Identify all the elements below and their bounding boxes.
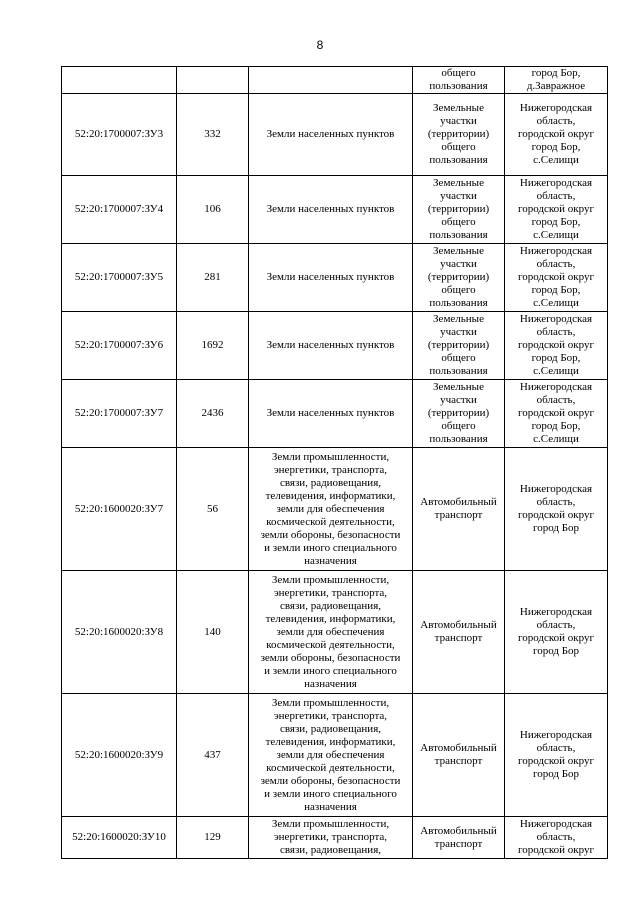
permitted-use-cell: Земельные участки (территории) общего пользования: [413, 94, 505, 176]
area-cell: 332: [177, 94, 249, 176]
location-cell: Нижегородская область, городской округ город Бор: [505, 448, 608, 571]
page-number: 8: [316, 38, 324, 52]
area-cell: 1692: [177, 312, 249, 380]
land-category-cell: Земли населенных пунктов: [249, 94, 413, 176]
table-row: [62, 67, 608, 94]
land-category-cell: Земли населенных пунктов: [249, 244, 413, 312]
permitted-use-cell: Земельные участки (территории) общего пользования: [413, 380, 505, 448]
cadastral-number-cell: 52:20:1700007:ЗУ6: [62, 312, 177, 380]
permitted-use-cell: Земельные участки (территории) общего пользования: [413, 312, 505, 380]
location-cell: Нижегородская область, городской округ: [505, 817, 608, 859]
table-row: [62, 448, 608, 571]
area-cell: 129: [177, 817, 249, 859]
table-row: [62, 694, 608, 817]
table-row: [62, 817, 608, 859]
table-row: [62, 176, 608, 244]
permitted-use-cell: Автомобильный транспорт: [413, 571, 505, 694]
location-cell: город Бор, д.Завражное: [505, 67, 608, 94]
area-cell: 56: [177, 448, 249, 571]
land-plots-table: [61, 66, 608, 859]
table-row: [62, 244, 608, 312]
cadastral-number-cell: [62, 67, 177, 94]
land-category-cell: Земли населенных пунктов: [249, 176, 413, 244]
table-body: [62, 67, 608, 859]
cadastral-number-cell: 52:20:1600020:ЗУ8: [62, 571, 177, 694]
cadastral-number-cell: 52:20:1600020:ЗУ10: [62, 817, 177, 859]
permitted-use-cell: Автомобильный транспорт: [413, 817, 505, 859]
permitted-use-cell: Автомобильный транспорт: [413, 694, 505, 817]
area-cell: 106: [177, 176, 249, 244]
cadastral-number-cell: 52:20:1700007:ЗУ7: [62, 380, 177, 448]
table-row: [62, 380, 608, 448]
location-cell: Нижегородская область, городской округ город Бор, с.Селищи: [505, 244, 608, 312]
land-category-cell: Земли населенных пунктов: [249, 380, 413, 448]
table-row: [62, 312, 608, 380]
area-cell: 2436: [177, 380, 249, 448]
land-category-cell: [249, 67, 413, 94]
location-cell: Нижегородская область, городской округ город Бор: [505, 694, 608, 817]
location-cell: Нижегородская область, городской округ город Бор: [505, 571, 608, 694]
location-cell: Нижегородская область, городской округ город Бор, с.Селищи: [505, 312, 608, 380]
permitted-use-cell: Земельные участки (территории) общего пользования: [413, 176, 505, 244]
permitted-use-cell: Автомобильный транспорт: [413, 448, 505, 571]
land-category-cell: Земли промышленности, энергетики, транспорта, связи, радиовещания, телевидения, информатики, земли для обеспечения космической деятельности, земли обороны, безопасности и земли иного специального назначения: [249, 571, 413, 694]
land-category-cell: Земли промышленности, энергетики, транспорта, связи, радиовещания, телевидения, информатики, земли для обеспечения космической деятельности, земли обороны, безопасности и земли иного специального назначения: [249, 448, 413, 571]
area-cell: [177, 67, 249, 94]
land-category-cell: Земли населенных пунктов: [249, 312, 413, 380]
area-cell: 140: [177, 571, 249, 694]
table-row: [62, 94, 608, 176]
cadastral-number-cell: 52:20:1600020:ЗУ9: [62, 694, 177, 817]
cadastral-number-cell: 52:20:1700007:ЗУ5: [62, 244, 177, 312]
permitted-use-cell: Земельные участки (территории) общего пользования: [413, 244, 505, 312]
area-cell: 437: [177, 694, 249, 817]
location-cell: Нижегородская область, городской округ город Бор, с.Селищи: [505, 94, 608, 176]
area-cell: 281: [177, 244, 249, 312]
cadastral-number-cell: 52:20:1700007:ЗУ4: [62, 176, 177, 244]
location-cell: Нижегородская область, городской округ город Бор, с.Селищи: [505, 176, 608, 244]
table-row: [62, 571, 608, 694]
land-category-cell: Земли промышленности, энергетики, транспорта, связи, радиовещания,: [249, 817, 413, 859]
permitted-use-cell: общего пользования: [413, 67, 505, 94]
location-cell: Нижегородская область, городской округ город Бор, с.Селищи: [505, 380, 608, 448]
cadastral-number-cell: 52:20:1700007:ЗУ3: [62, 94, 177, 176]
land-category-cell: Земли промышленности, энергетики, транспорта, связи, радиовещания, телевидения, информатики, земли для обеспечения космической деятельности, земли обороны, безопасности и земли иного специального назначения: [249, 694, 413, 817]
cadastral-number-cell: 52:20:1600020:ЗУ7: [62, 448, 177, 571]
